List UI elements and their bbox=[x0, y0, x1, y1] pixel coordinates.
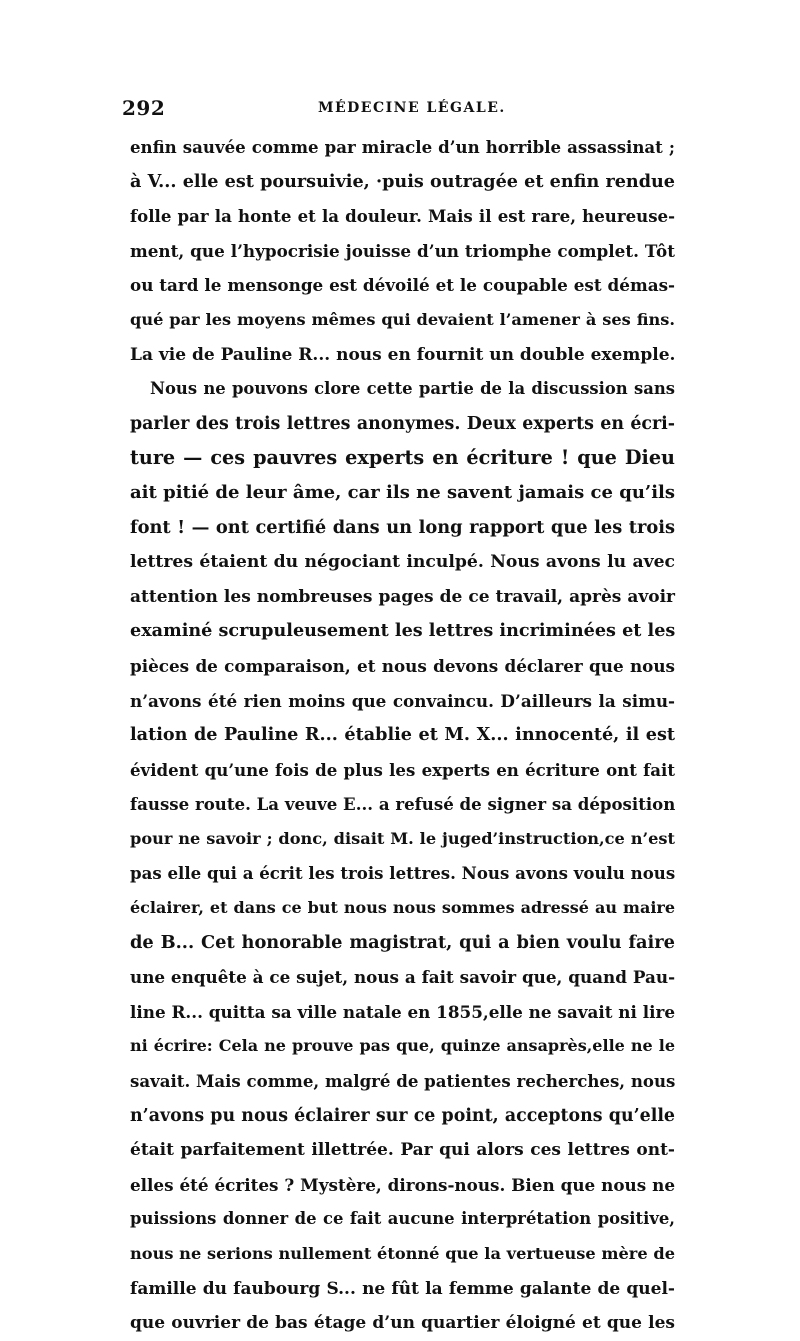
page-number: 292 bbox=[122, 96, 166, 120]
text-line: examiné scrupuleusement les lettres incriminées et les bbox=[130, 620, 676, 642]
text-line: n’avons été rien moins que convaincu. D’ailleurs la simu- bbox=[130, 690, 675, 711]
text-line: lettres étaient du négociant inculpé. Nous avons lu avec bbox=[130, 552, 675, 573]
text-line: font ! — ont certifié dans un long rapport que les trois bbox=[130, 516, 675, 538]
text-line: parler des trois lettres anonymes. Deux experts en écri- bbox=[130, 413, 675, 434]
text-line: elles été écrites ? Mystère, dirons-nous. Bien que nous ne bbox=[130, 1174, 675, 1195]
text-line: pièces de comparaison, et nous devons déclarer que nous bbox=[130, 655, 675, 676]
text-line: à V... elle est poursuivie, ·puis outragée et enfin rendue bbox=[130, 170, 675, 192]
text-line: une enquête à ce sujet, nous a fait savoir que, quand Pau- bbox=[130, 967, 676, 988]
text-line: ait pitié de leur âme, car ils ne savent jamais ce qu’ils bbox=[130, 481, 675, 503]
text-line: ture — ces pauvres experts en écriture ! que Dieu bbox=[130, 446, 675, 470]
body-text bbox=[130, 130, 675, 1341]
text-line: Nous ne pouvons clore cette partie de la discussion sans bbox=[150, 379, 675, 399]
text-line: fausse route. La veuve E... a refusé de signer sa déposition bbox=[130, 794, 676, 815]
text-line: famille du faubourg S... ne fût la femme galante de quel- bbox=[130, 1278, 675, 1299]
text-line: La vie de Pauline R... nous en fournit un double exemple. bbox=[130, 344, 676, 365]
page-header bbox=[122, 96, 682, 126]
text-line: savait. Mais comme, malgré de patientes recherches, nous bbox=[130, 1071, 676, 1092]
text-line: enfin sauvée comme par miracle d’un horrible assassinat ; bbox=[130, 137, 675, 157]
text-line: nous ne serions nullement étonné que la vertueuse mère de bbox=[130, 1244, 675, 1263]
text-line: qué par les moyens mêmes qui devaient l’amener à ses fins. bbox=[130, 309, 675, 329]
text-line: pour ne savoir ; donc, disait M. le juged’instruction,ce n’est bbox=[130, 828, 675, 848]
text-line: pas elle qui a écrit les trois lettres. Nous avons voulu nous bbox=[130, 863, 676, 884]
text-line: ni écrire: Cela ne prouve pas que, quinze ansaprès,elle ne le bbox=[130, 1036, 675, 1056]
text-line: était parfaitement illettrée. Par qui alors ces lettres ont- bbox=[130, 1140, 675, 1161]
text-line: n’avons pu nous éclairer sur ce point, acceptons qu’elle bbox=[130, 1105, 675, 1126]
text-line: attention les nombreuses pages de ce travail, après avoir bbox=[130, 586, 675, 607]
text-line: line R... quitta sa ville natale en 1855,elle ne savait ni lire bbox=[130, 1001, 675, 1022]
running-head: MÉDECINE LÉGALE. bbox=[318, 100, 506, 116]
text-line: puissions donner de ce fait aucune interprétation positive, bbox=[130, 1209, 675, 1229]
text-line: évident qu’une fois de plus les experts en écriture ont fait bbox=[130, 759, 675, 780]
text-line: lation de Pauline R... établie et M. X... innocenté, il est bbox=[130, 724, 675, 746]
text-line: ou tard le mensonge est dévoilé et le coupable est démas- bbox=[130, 275, 675, 296]
text-line: folle par la honte et la douleur. Mais il est rare, heureuse- bbox=[130, 206, 675, 227]
text-line: ment, que l’hypocrisie jouisse d’un triomphe complet. Tôt bbox=[130, 240, 675, 261]
text-line: de B... Cet honorable magistrat, qui a bien voulu faire bbox=[130, 931, 675, 953]
text-line: éclairer, et dans ce but nous nous sommes adressé au maire bbox=[130, 898, 675, 918]
text-line: que ouvrier de bas étage d’un quartier éloigné et que les bbox=[130, 1313, 675, 1334]
